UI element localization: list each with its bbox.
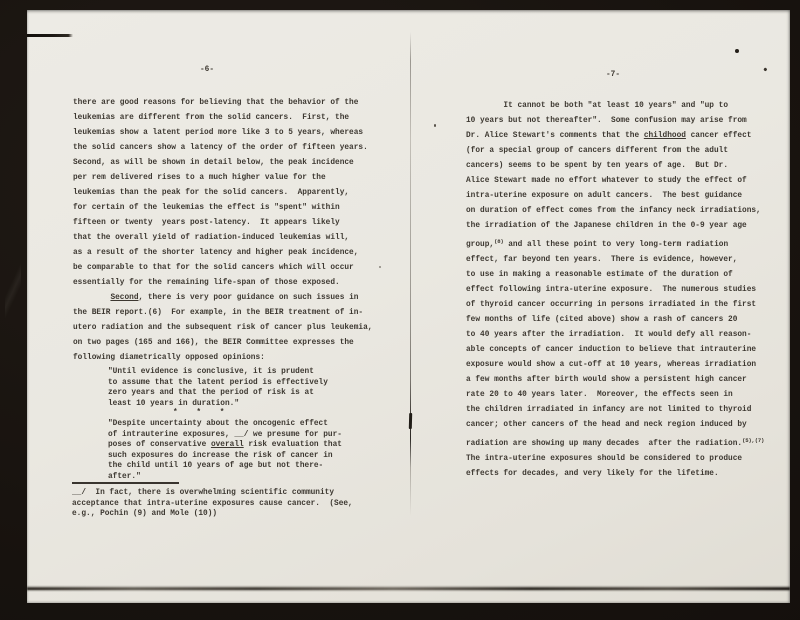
text-line: after." [108, 472, 141, 481]
reference-superscript: (8) [494, 238, 504, 245]
text-line: The intra-uterine exposures should be considered to produce [466, 455, 743, 463]
page-fold-dark-mark [409, 413, 412, 429]
page-7-body-text [466, 99, 778, 482]
text-line: e.g., Pochin (9) and Mole (10)) [72, 510, 218, 519]
ink-speck [434, 124, 436, 127]
page-number-6: -6- [200, 66, 215, 74]
page-6-body-text [73, 96, 385, 366]
text-line: to assume that the latent period is effectively [108, 378, 328, 387]
text-line: Second, as will be shown in detail below, the peak incidence [73, 159, 354, 167]
text-line: of intrauterine exposures, __/ we presume for pur- [108, 430, 342, 439]
text-line: that the overall yield of radiation-induced leukemias will, [73, 234, 350, 242]
text-line: acceptance that intra-uterine exposures cause cancer. (See, [72, 499, 353, 508]
text-line: "Until evidence is conclusive, it is prudent [108, 368, 314, 376]
text-line: essentially for the remaining life-span of those exposed. [73, 279, 340, 287]
text-line: able concepts of cancer induction to believe that intrauterine [466, 346, 757, 354]
beir-quote-2 [108, 419, 363, 483]
text-line: poses of conservative overall risk evaluation that [108, 441, 342, 450]
text-line: a few months after birth would show a persistent high cancer [466, 376, 747, 384]
backdrop-scratch-artifact [5, 248, 21, 334]
text-line: intra-uterine exposure on adult cancers. The best guidance [466, 192, 743, 200]
footnote-rule [72, 482, 179, 484]
ink-speck [735, 49, 739, 53]
text-line: to 40 years after the irradiation. It would defy all reason- [466, 331, 752, 339]
underlined-text: childhood [643, 132, 686, 140]
text-line: fifteen or twenty years post-latency. It appears likely [73, 219, 340, 227]
text-line: It cannot be both "at least 10 years" and "up to [466, 102, 729, 110]
scan-artifact-line [27, 34, 73, 37]
page-number-7: -7- [606, 71, 621, 79]
text-line: the BEIR report.(6) For example, in the BEIR treatment of in- [73, 309, 364, 317]
text-line: cancers) seems to be spent by ten years of age. But Dr. [466, 162, 729, 170]
text-line: the child until 10 years of age but not there- [108, 462, 324, 471]
scan-artifact-smudge [27, 585, 790, 592]
text-line: group,$^{(8)}$ and all these point to very long-term radiation [466, 238, 729, 249]
text-line: "Despite uncertainty about the oncogenic effect [108, 420, 328, 428]
text-line: effect, far beyond ten years. There is evidence, however, [466, 256, 738, 264]
text-line: cancer; other cancers of the head and neck region induced by [466, 421, 747, 429]
text-line: least 10 years in duration." [108, 399, 240, 408]
text-line: leukemias are different from the solid cancers. First, the [73, 114, 350, 122]
text-line: Dr. Alice Stewart's comments that the childhood cancer effect [466, 132, 752, 140]
text-line: few months of life (cited above) show a rash of cancers 20 [466, 316, 738, 324]
text-line: be comparable to that for the solid cancers which will occur [73, 264, 354, 272]
ink-speck [764, 67, 768, 71]
text-line: effects for decades, and very likely for the lifetime. [466, 470, 719, 478]
text-line: as a result of the shorter latency and higher peak incidence, [73, 249, 359, 257]
text-line: leukemias than the peak for the solid cancers. Apparently, [73, 189, 350, 197]
text-line: Second, there is very poor guidance on such issues in [110, 294, 359, 302]
text-line: of thyroid cancer occurring in persons irradiated in the first [466, 301, 757, 309]
text-line: __/ In fact, there is overwhelming scientific community [72, 489, 335, 497]
underlined-text: Second [110, 294, 139, 302]
text-line: to use in making a reasonable estimate of the duration of [466, 271, 733, 279]
text-line: per rem delivered rises to a much higher value for the [73, 174, 326, 182]
text-line: the irradiation of the Japanese children in the 0-9 year age [466, 222, 747, 230]
beir-quote-1 [108, 367, 358, 409]
text-line: effect following intra-uterine exposure. The numerous studies [466, 286, 757, 294]
text-line: there are good reasons for believing that the behavior of the [73, 99, 359, 107]
document-page-spread [27, 10, 790, 603]
text-line: Alice Stewart made no effort whatever to study the effect of [466, 177, 747, 185]
text-line: (for a special group of cancers different from the adult [466, 147, 729, 155]
reference-superscript: (5),(7) [742, 437, 765, 444]
text-line: on two pages (165 and 166), the BEIR Committee expresses the [73, 339, 354, 347]
text-line: rate 20 to 40 years later. Moreover, the effects seen in [466, 391, 733, 399]
text-line: 10 years but not thereafter". Some confusion may arise from [466, 117, 747, 125]
text-line: for certain of the leukemias the effect is "spent" within [73, 204, 340, 212]
text-line: radiation are showing up many decades after the radiation.$^{(5),(7)}$ [466, 437, 765, 448]
text-line: exposure would show a cut-off at 10 years, whereas irradiation [466, 361, 757, 369]
text-line: zero years and that the period of risk is at [108, 389, 314, 398]
text-line: following diametrically opposed opinions: [73, 354, 265, 362]
underlined-text: overall [210, 441, 244, 450]
text-line: utero radiation and the subsequent risk of cancer plus leukemia, [73, 324, 373, 332]
text-line: such exposures do increase the risk of cancer in [108, 451, 333, 460]
text-line: leukemias show a latent period more like 3 to 5 years, whereas [73, 129, 364, 137]
text-line: on duration of effect comes from the infancy neck irradiations, [466, 207, 761, 215]
asterisk-separator: * * * [173, 409, 225, 417]
text-line: the children irradiated in infancy are not limited to thyroid [466, 406, 752, 414]
footnote-text [72, 488, 372, 520]
text-line: the solid cancers show a latency of the order of fifteen years. [73, 144, 368, 152]
page-fold-line [410, 32, 412, 516]
